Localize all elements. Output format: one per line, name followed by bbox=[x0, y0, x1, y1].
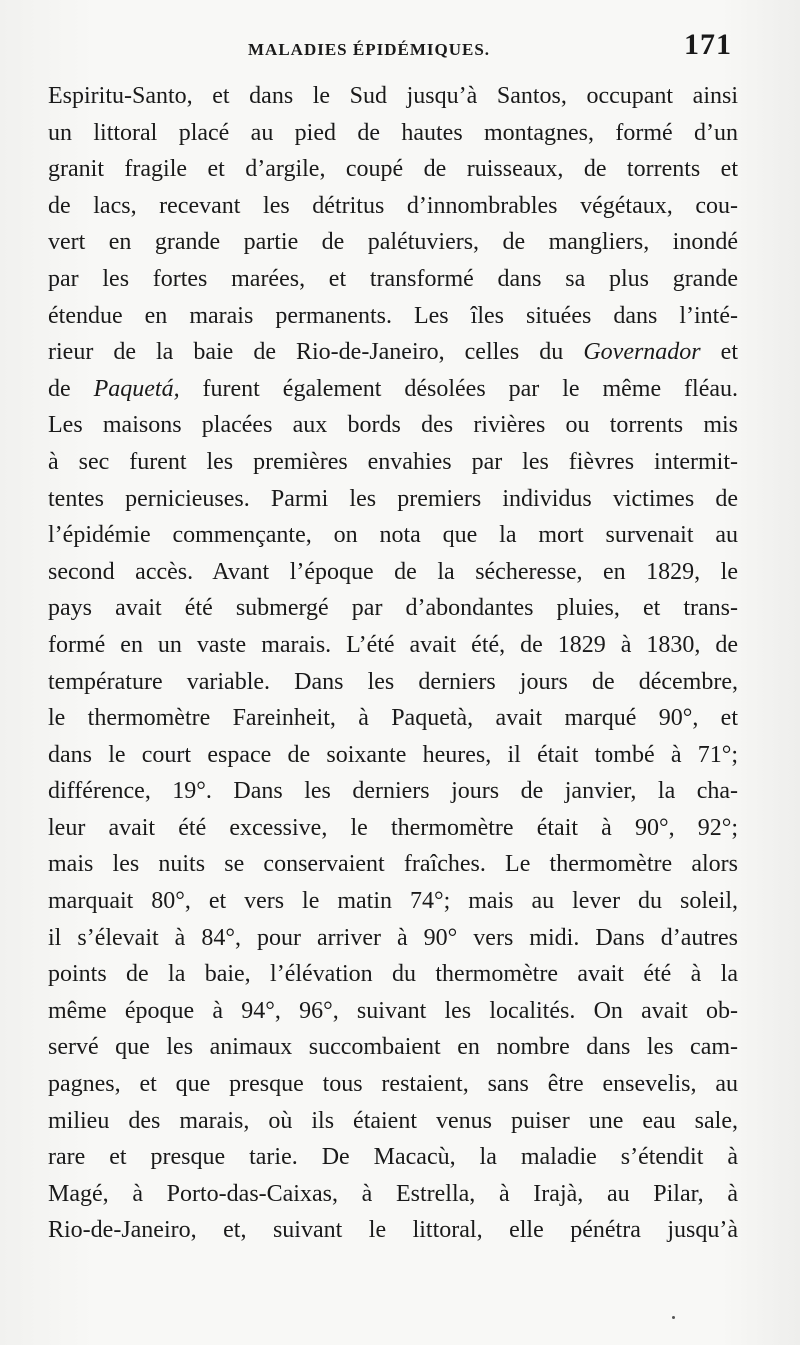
text-line bbox=[48, 554, 738, 591]
italic-text-run: Paquetá, bbox=[93, 375, 180, 402]
text-line bbox=[48, 1103, 738, 1140]
text-run: différence, 19°. Dans les derniers jours de janvier, la cha- bbox=[48, 778, 738, 805]
text-run: et bbox=[700, 339, 738, 366]
text-run: Les maisons placées aux bords des rivières ou torrents mis bbox=[48, 412, 738, 439]
text-line bbox=[48, 188, 738, 225]
text-line bbox=[48, 700, 738, 737]
text-run: pays avait été submergé par d’abondantes pluies, et trans- bbox=[48, 595, 738, 622]
text-line bbox=[48, 956, 738, 993]
text-run: par les fortes marées, et transformé dans sa plus grande bbox=[48, 265, 738, 292]
text-run: granit fragile et d’argile, coupé de ruisseaux, de torrents et bbox=[48, 156, 738, 183]
running-head: MALADIES ÉPIDÉMIQUES. bbox=[248, 40, 491, 59]
text-run: le thermomètre Fareinheit, à Paquetà, avait marqué 90°, et bbox=[48, 705, 738, 732]
text-line bbox=[48, 481, 738, 518]
text-line bbox=[48, 224, 738, 261]
text-line bbox=[48, 1212, 738, 1249]
text-run: pagnes, et que presque tous restaient, sans être ensevelis, au bbox=[48, 1071, 738, 1098]
text-run: l’épidémie commençante, on nota que la mort survenait au bbox=[48, 522, 738, 549]
text-run: leur avait été excessive, le thermomètre était à 90°, 92°; bbox=[48, 814, 738, 841]
text-run: points de la baie, l’élévation du thermomètre avait été à la bbox=[48, 961, 738, 988]
text-run: étendue en marais permanents. Les îles situées dans l’inté- bbox=[48, 302, 738, 329]
page-header bbox=[48, 30, 738, 80]
text-run: servé que les animaux succombaient en nombre dans les cam- bbox=[48, 1034, 738, 1061]
text-line bbox=[48, 407, 738, 444]
text-line bbox=[48, 590, 738, 627]
text-run: formé en un vaste marais. L’été avait été, de 1829 à 1830, de bbox=[48, 631, 738, 658]
text-line bbox=[48, 1029, 738, 1066]
text-line bbox=[48, 627, 738, 664]
text-run: mais les nuits se conservaient fraîches. Le thermomètre alors bbox=[48, 851, 738, 878]
text-run: Rio-de-Janeiro, et, suivant le littoral, elle pénétra jusqu’à bbox=[48, 1217, 738, 1244]
text-line bbox=[48, 371, 738, 408]
text-line bbox=[48, 1066, 738, 1103]
text-line bbox=[48, 151, 738, 188]
text-line bbox=[48, 444, 738, 481]
text-run: Espiritu-Santo, et dans le Sud jusqu’à Santos, occupant ainsi bbox=[48, 83, 738, 109]
text-line bbox=[48, 261, 738, 298]
text-run: il s’élevait à 84°, pour arriver à 90° vers midi. Dans d’autres bbox=[48, 924, 738, 951]
text-line bbox=[48, 1139, 738, 1176]
text-run: furent également désolées par le même fléau. bbox=[179, 375, 738, 402]
text-line bbox=[48, 664, 738, 701]
text-line bbox=[48, 737, 738, 774]
text-run: Magé, à Porto-das-Caixas, à Estrella, à Irajà, au Pilar, à bbox=[48, 1180, 738, 1207]
text-line bbox=[48, 993, 738, 1030]
text-line bbox=[48, 883, 738, 920]
text-run: second accès. Avant l’époque de la sécheresse, en 1829, le bbox=[48, 558, 738, 585]
text-line bbox=[48, 517, 738, 554]
text-line bbox=[48, 1176, 738, 1213]
text-run: même époque à 94°, 96°, suivant les localités. On avait ob- bbox=[48, 997, 738, 1024]
text-run: dans le court espace de soixante heures, il était tombé à 71°; bbox=[48, 741, 738, 768]
text-run: milieu des marais, où ils étaient venus puiser une eau sale, bbox=[48, 1107, 738, 1134]
text-run: vert en grande partie de palétuviers, de mangliers, inondé bbox=[48, 229, 738, 256]
text-run: de bbox=[48, 375, 94, 402]
text-run: à sec furent les premières envahies par les fièvres intermit- bbox=[48, 448, 738, 475]
text-run: marquait 80°, et vers le matin 74°; mais au lever du soleil, bbox=[48, 888, 738, 915]
text-run: rieur de la baie de Rio-de-Janeiro, celles du bbox=[48, 339, 584, 366]
text-line bbox=[48, 115, 738, 152]
text-line bbox=[48, 846, 738, 883]
text-line bbox=[48, 920, 738, 957]
print-speck bbox=[672, 1316, 675, 1319]
text-line bbox=[48, 810, 738, 847]
text-run: tentes pernicieuses. Parmi les premiers individus victimes de bbox=[48, 485, 738, 512]
text-run: rare et presque tarie. De Macacù, la maladie s’étendit à bbox=[48, 1144, 738, 1171]
text-run: température variable. Dans les derniers jours de décembre, bbox=[48, 668, 738, 695]
text-run: de lacs, recevant les détritus d’innombrables végétaux, cou- bbox=[48, 192, 738, 219]
text-line bbox=[48, 334, 738, 371]
italic-text-run: Governador bbox=[583, 339, 701, 366]
body-text bbox=[48, 78, 738, 1249]
page-number: 171 bbox=[684, 28, 732, 61]
text-line bbox=[48, 78, 738, 115]
text-line bbox=[48, 298, 738, 335]
text-line bbox=[48, 773, 738, 810]
text-run: un littoral placé au pied de hautes montagnes, formé d’un bbox=[48, 119, 738, 146]
